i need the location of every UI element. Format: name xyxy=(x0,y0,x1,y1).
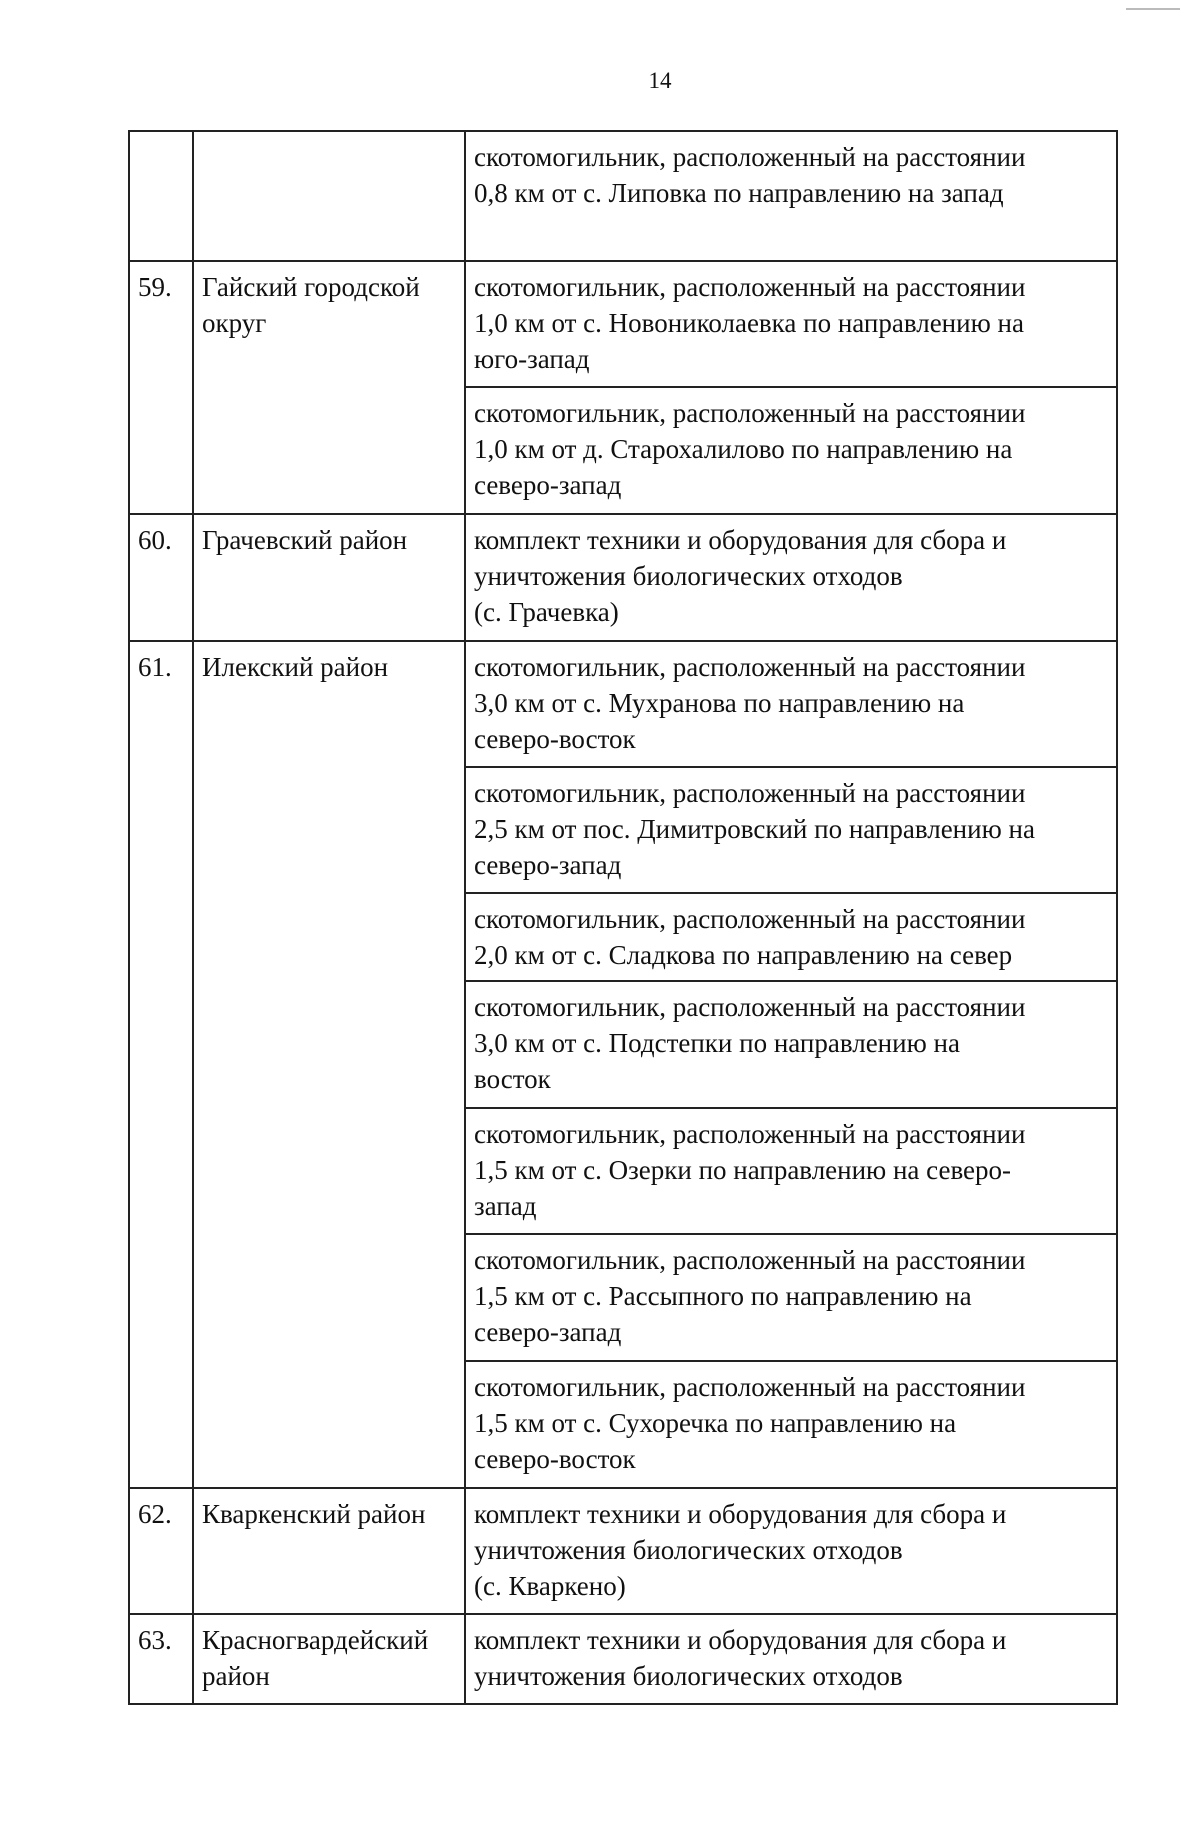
table-row xyxy=(129,1488,1117,1614)
table-row xyxy=(129,261,1117,387)
table-row xyxy=(129,514,1117,641)
facility-cell: скотомогильник, расположенный на расстоянии 3,0 км от с. Мухранова по направлению на северо-восток xyxy=(465,641,1117,767)
facility-cell: скотомогильник, расположенный на расстоянии 1,0 км от д. Старохалилово по направлению на северо-запад xyxy=(465,387,1117,514)
facility-cell: комплект техники и оборудования для сбора и уничтожения биологических отходов (с. Кваркено) xyxy=(465,1488,1117,1614)
table-row xyxy=(129,641,1117,767)
district-cell: Кваркенский район xyxy=(193,1488,465,1614)
facility-cell: скотомогильник, расположенный на расстоянии 2,5 км от пос. Димитровский по направлению на северо-запад xyxy=(465,767,1117,893)
facility-cell: комплект техники и оборудования для сбора и уничтожения биологических отходов xyxy=(465,1614,1117,1704)
district-cell: Грачевский район xyxy=(193,514,465,641)
facility-cell xyxy=(465,131,1117,261)
facilities-table xyxy=(128,130,1118,1705)
facility-cell: скотомогильник, расположенный на расстоянии 1,0 км от с. Новониколаевка по направлению на юго-запад xyxy=(465,261,1117,387)
row-number-cell: 60. xyxy=(129,514,193,641)
row-number-cell xyxy=(129,131,193,261)
facility-cell: скотомогильник, расположенный на расстоянии 3,0 км от с. Подстепки по направлению на восток xyxy=(465,981,1117,1108)
district-cell: Гайский городской округ xyxy=(193,261,465,514)
table-row xyxy=(129,1614,1117,1704)
row-number-cell: 62. xyxy=(129,1488,193,1614)
district-cell xyxy=(193,131,465,261)
row-number-cell: 59. xyxy=(129,261,193,514)
facility-line: 0,8 км от с. Липовка по направлению на запад xyxy=(474,178,1004,208)
district-cell: Илекский район xyxy=(193,641,465,1488)
facility-cell: скотомогильник, расположенный на расстоянии 2,0 км от с. Сладкова по направлению на север xyxy=(465,893,1117,981)
row-number-cell: 63. xyxy=(129,1614,193,1704)
corner-mark xyxy=(1126,8,1180,10)
facility-cell: скотомогильник, расположенный на расстоянии 1,5 км от с. Рассыпного по направлению на северо-запад xyxy=(465,1234,1117,1361)
facility-cell: скотомогильник, расположенный на расстоянии 1,5 км от с. Сухоречка по направлению на северо-восток xyxy=(465,1361,1117,1488)
facility-cell: комплект техники и оборудования для сбора и уничтожения биологических отходов (с. Грачевка) xyxy=(465,514,1117,641)
row-number-cell: 61. xyxy=(129,641,193,1488)
page-number: 14 xyxy=(648,68,672,93)
table-row xyxy=(129,131,1117,261)
district-cell: Красногвардейский район xyxy=(193,1614,465,1704)
facility-line: скотомогильник, расположенный на расстоянии xyxy=(474,142,1026,172)
facility-cell: скотомогильник, расположенный на расстоянии 1,5 км от с. Озерки по направлению на северо- запад xyxy=(465,1108,1117,1234)
